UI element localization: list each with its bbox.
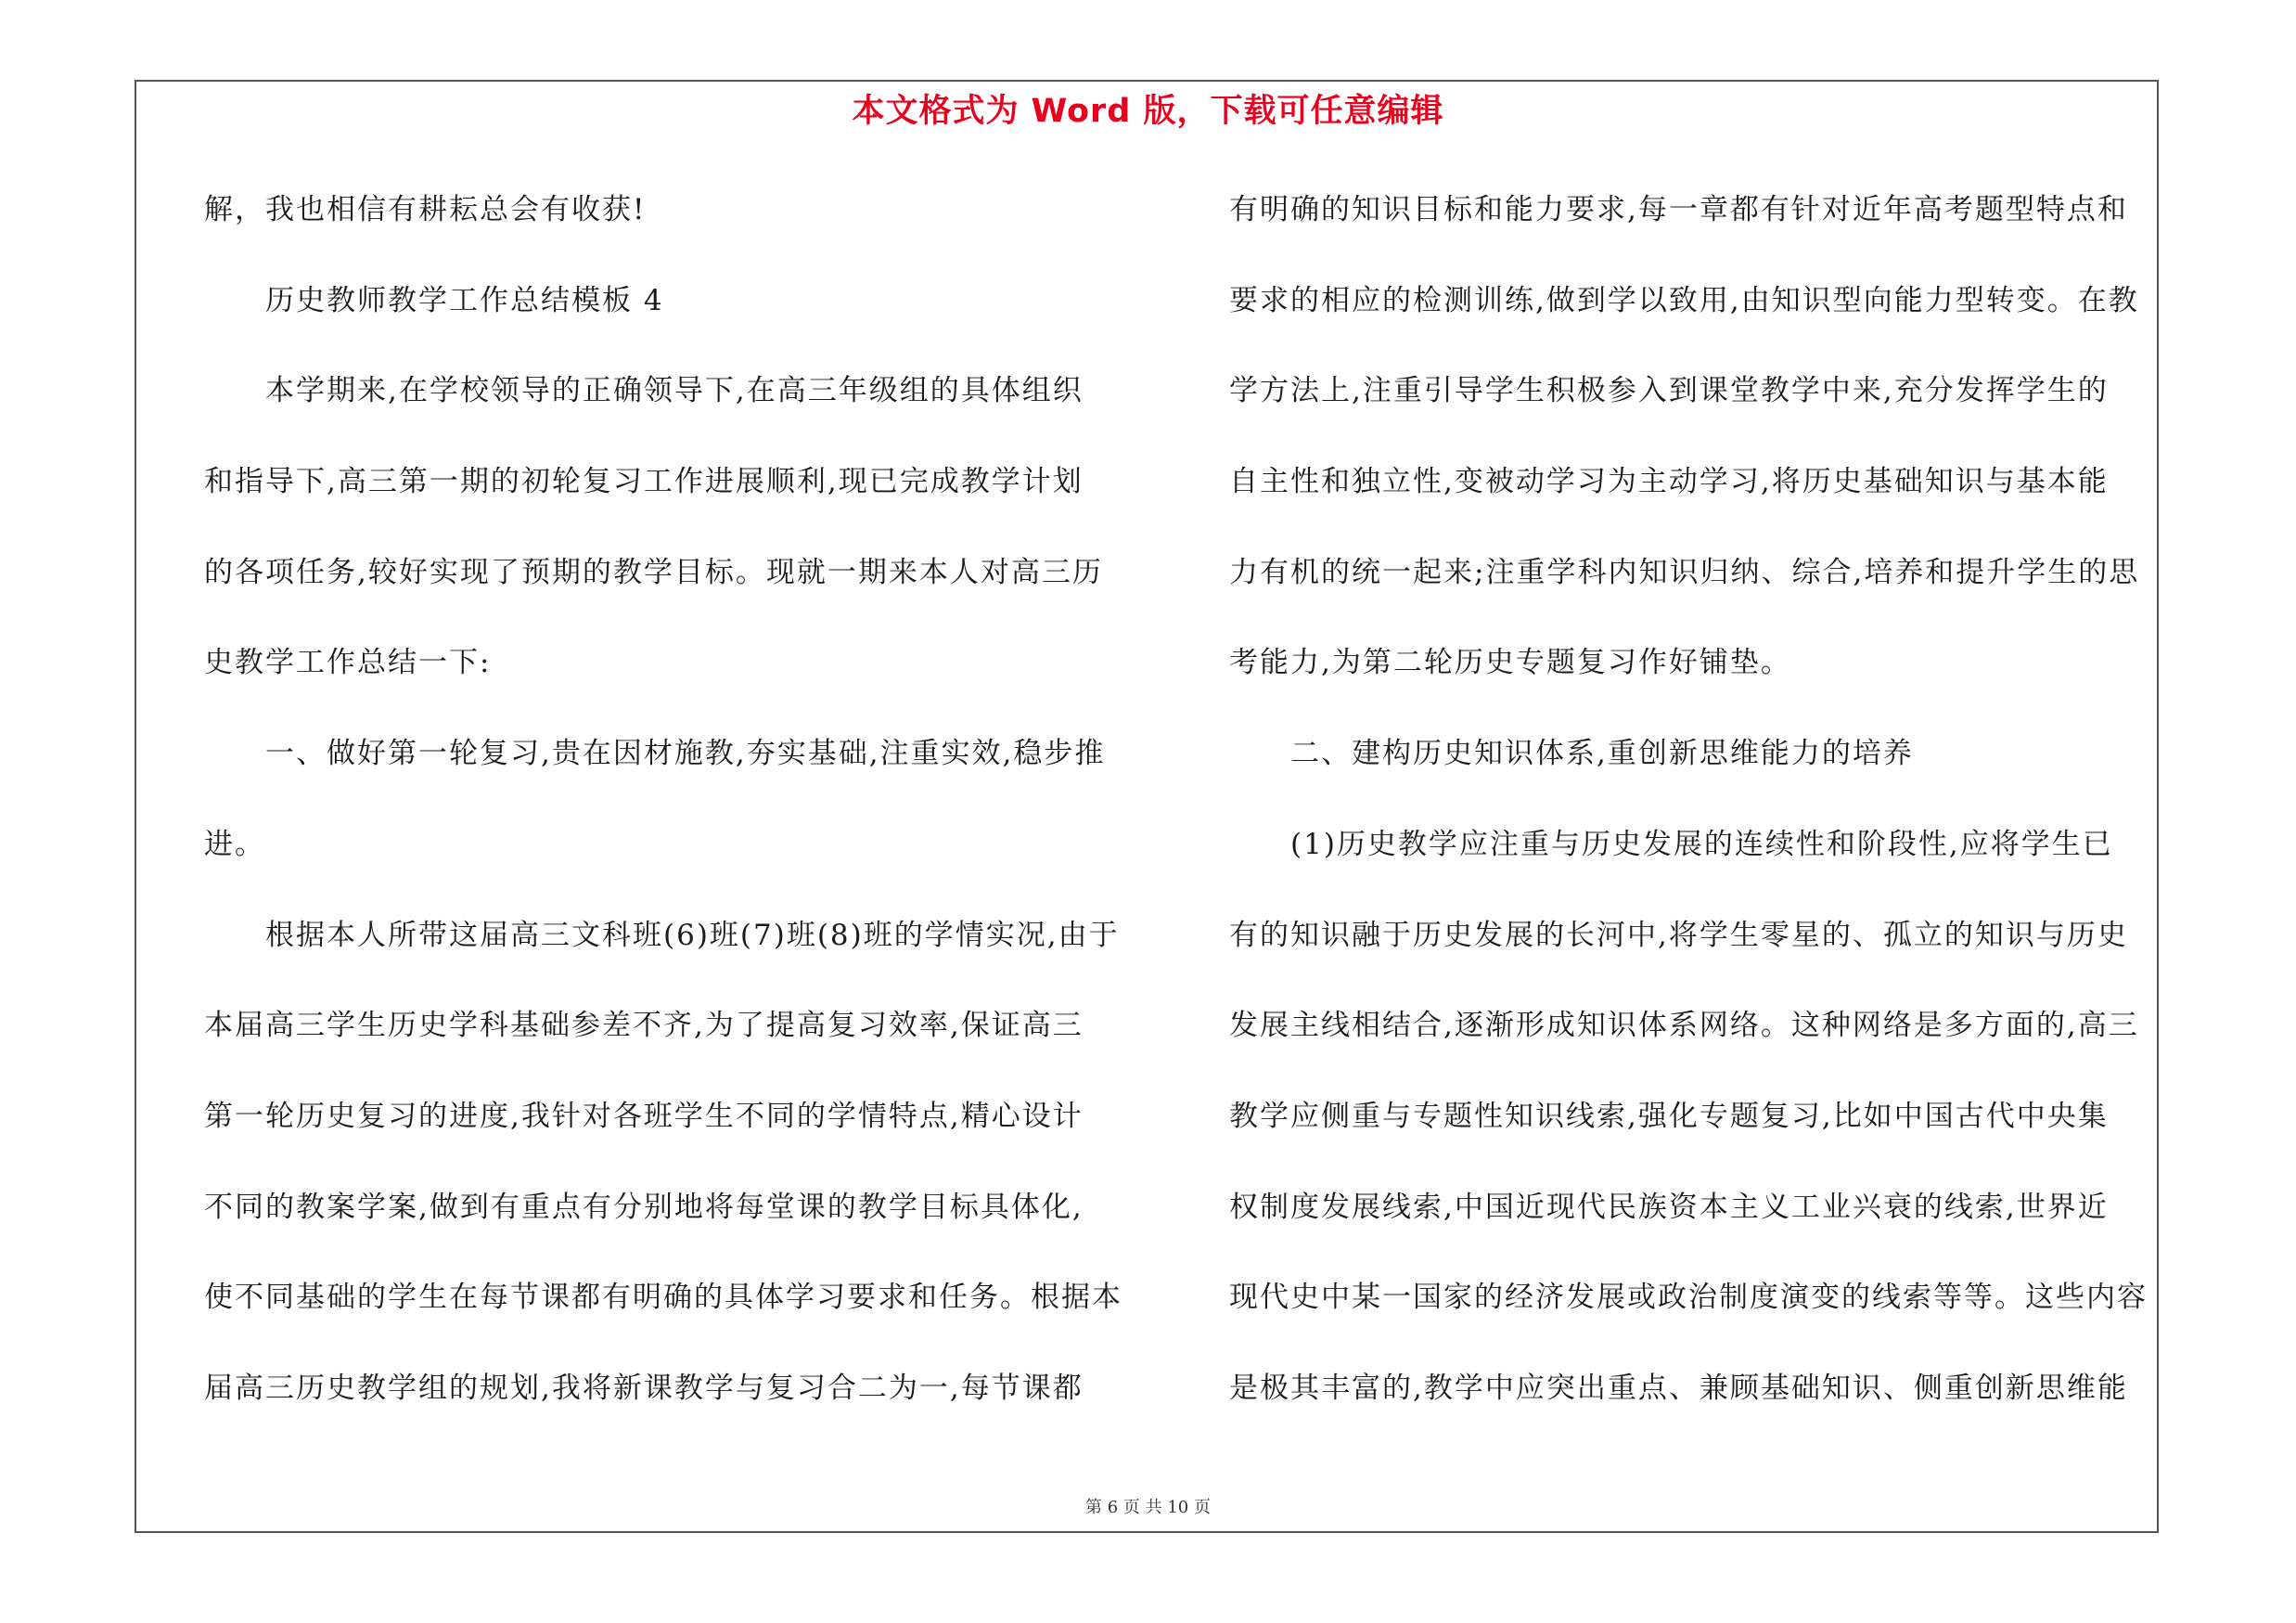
text-line: 第一轮历史复习的进度,我针对各班学生不同的学情特点,精心设计 bbox=[204, 1099, 1084, 1133]
text-line: 有明确的知识目标和能力要求,每一章都有针对近年高考题型特点和 bbox=[1229, 193, 2128, 226]
text-line: 届高三历史教学组的规划,我将新课教学与复习合二为一,每节课都 bbox=[204, 1371, 1084, 1405]
right-column bbox=[1229, 181, 2166, 1450]
text-line: 有的知识融于历史发展的长河中,将学生零星的、孤立的知识与历史 bbox=[1229, 918, 2128, 952]
text-line: 解，我也相信有耕耘总会有收获! bbox=[204, 193, 647, 226]
text-line: 力有机的统一起来;注重学科内知识归纳、综合,培养和提升学生的思 bbox=[1229, 555, 2140, 589]
page-number: 第 6 页 共 10 页 bbox=[1085, 1498, 1211, 1517]
text-line: 一、做好第一轮复习,贵在因材施教,夯实基础,注重实效,稳步推 bbox=[265, 737, 1106, 771]
text-line: 自主性和独立性,变被动学习为主动学习,将历史基础知识与基本能 bbox=[1229, 465, 2109, 499]
text-line: 现代史中某一国家的经济发展或政治制度演变的线索等等。这些内容 bbox=[1229, 1281, 2148, 1315]
text-line: 发展主线相结合,逐渐形成知识体系网络。这种网络是多方面的,高三 bbox=[1229, 1009, 2139, 1043]
text-line: (1)历史教学应注重与历史发展的连续性和阶段性,应将学生已 bbox=[1290, 827, 2113, 861]
text-line: 学方法上,注重引导学生积极参入到课堂教学中来,充分发挥学生的 bbox=[1229, 374, 2109, 408]
left-column bbox=[204, 181, 1141, 1450]
text-line: 权制度发展线索,中国近现代民族资本主义工业兴衰的线索,世界近 bbox=[1229, 1190, 2109, 1224]
text-line: 不同的教案学案,做到有重点有分别地将每堂课的教学目标具体化, bbox=[204, 1190, 1084, 1224]
document-banner: 本文格式为 Word 版，下载可任意编辑 bbox=[852, 93, 1444, 130]
text-line: 的各项任务,较好实现了预期的教学目标。现就一期来本人对高三历 bbox=[204, 555, 1103, 589]
text-line: 本学期来,在学校领导的正确领导下,在高三年级组的具体组织 bbox=[265, 374, 1084, 408]
text-line: 本届高三学生历史学科基础参差不齐,为了提高复习效率,保证高三 bbox=[204, 1009, 1084, 1043]
text-line: 二、建构历史知识体系,重创新思维能力的培养 bbox=[1290, 737, 1914, 771]
text-line: 使不同基础的学生在每节课都有明确的具体学习要求和任务。根据本 bbox=[204, 1281, 1122, 1315]
text-line: 考能力,为第二轮历史专题复习作好铺垫。 bbox=[1229, 646, 1791, 680]
text-line: 进。 bbox=[204, 827, 265, 861]
text-line: 史教学工作总结一下: bbox=[204, 646, 492, 680]
text-line: 根据本人所带这届高三文科班(6)班(7)班(8)班的学情实况,由于 bbox=[265, 918, 1120, 952]
text-line: 是极其丰富的,教学中应突出重点、兼顾基础知识、侧重创新思维能 bbox=[1229, 1371, 2128, 1405]
text-line: 历史教师教学工作总结模板 4 bbox=[265, 283, 664, 317]
text-line: 和指导下,高三第一期的初轮复习工作进展顺利,现已完成教学计划 bbox=[204, 465, 1084, 499]
text-line: 教学应侧重与专题性知识线索,强化专题复习,比如中国古代中央集 bbox=[1229, 1099, 2109, 1133]
text-line: 要求的相应的检测训练,做到学以致用,由知识型向能力型转变。在教 bbox=[1229, 283, 2139, 317]
